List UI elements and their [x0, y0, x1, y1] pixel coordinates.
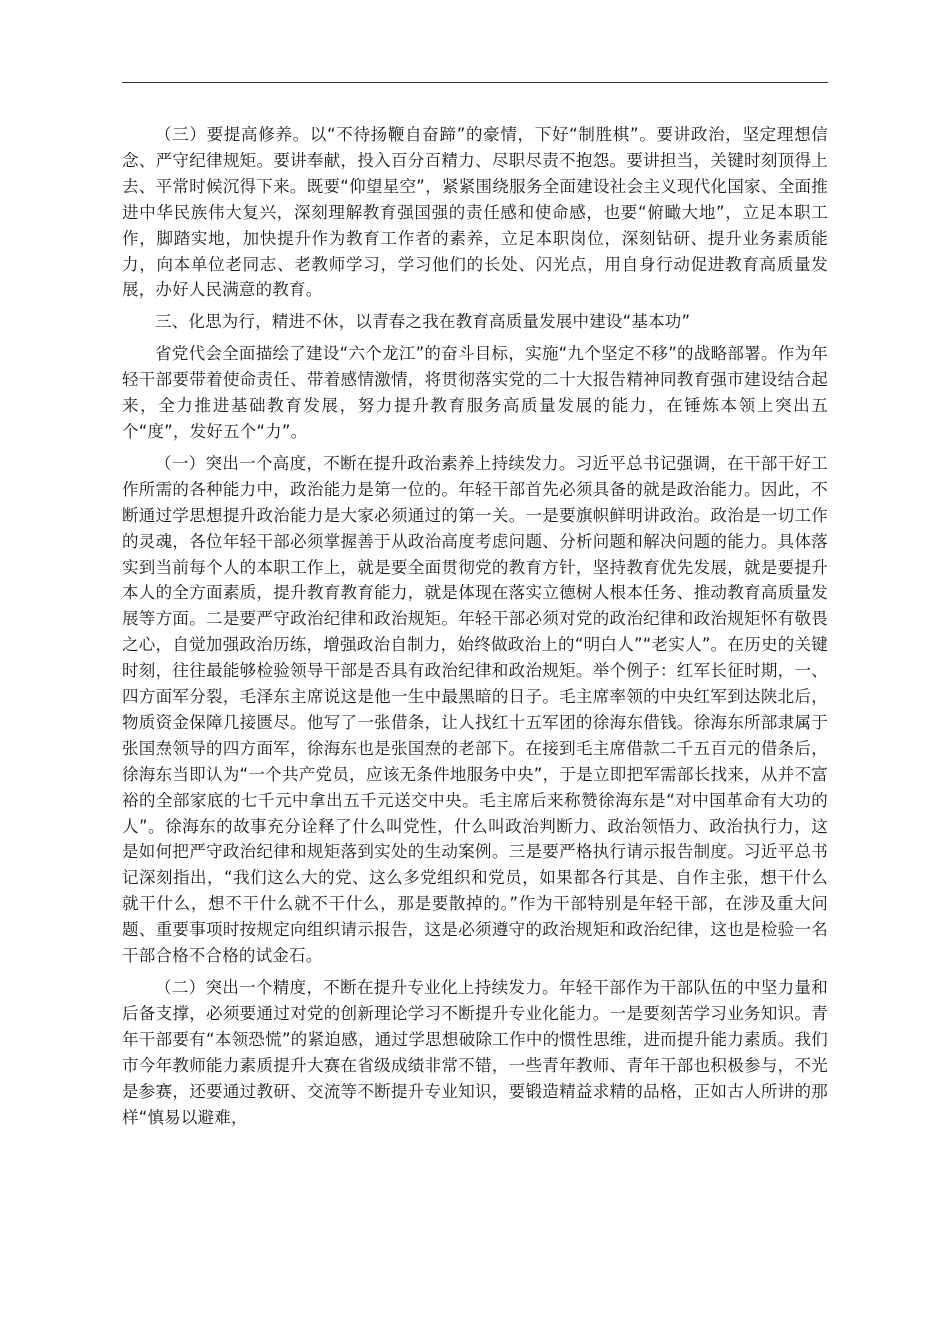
paragraph-political-height: （一）突出一个高度，不断在提升政治素养上持续发力。习近平总书记强调，在干部干好工作所需的各种能力中，政治能力是第一位的。年轻干部首先必须具备的就是政治能力。因此，不断通过学思想提升政治能力是大家必须通过的第一关。一是要旗帜鲜明讲政治。政治是一切工作的灵魂，各位年轻干部必须掌握善于从政治高度考虑问题、分析问题和解决问题的能力。具体落实到当前每个人的本职工作上，就是要全面贯彻党的教育方针，坚持教育优先发展，就是要提升本人的全方面素质，提升教育教育能力，就是体现在落实立德树人根本任务、推动教育高质量发展等方面。二是要严守政治纪律和政治规矩。年轻干部必须对党的政治纪律和政治规矩怀有敬畏之心，自觉加强政治历练，增强政治自制力，始终做政治上的“明白人”“老实人”。在历史的关键时刻，往往最能够检验领导干部是否具有政治纪律和政治规矩。举个例子：红军长征时期，一、四方面军分裂，毛泽东主席说这是他一生中最黑暗的日子。毛主席率领的中央红军到达陕北后，物质资金保障几接匮尽。他写了一张借条，让人找红十五军团的徐海东借钱。徐海东所部隶属于张国焘领导的四方面军，徐海东也是张国焘的老部下。在接到毛主席借款二千五百元的借条后，徐海东当即认为“一个共产党员，应该无条件地服务中央”，于是立即把军需部长找来，从并不富裕的全部家底的七千元中拿出五千元送交中央。毛主席后来称赞徐海东是“对中国革命有大功的人”。徐海东的故事充分诠释了什么叫党性，什么叫政治判断力、政治领悟力、政治执行力，这是如何把严守政治纪律和规矩落到实处的生动案例。三是要严格执行请示报告制度。习近平总书记深刻指出，“我们这么大的党、这么多党组织和党员，如果都各行其是、自作主张，想干什么就干什么，想不干什么就不干什么，那是要散掉的。”作为干部特别是年轻干部，在涉及重大问题、重要事项时按规定向组织请示报告，这是必须遵守的政治规矩和政治纪律，这也是检验一名干部合格不合格的试金石。	[122, 453, 828, 966]
header-rule	[122, 82, 828, 83]
paragraph-provincial-congress: 省党代会全面描绘了建设“六个龙江”的奋斗目标，实施“九个坚定不移”的战略部署。作为年轻干部要带着使命责任、带着感情激情，将贯彻落实党的二十大报告精神同教育强市建设结合起来，全力推进基础教育发展，努力提升教育服务高质量发展的能力，在锤炼本领上突出五个“度”，发好五个“力”。	[122, 344, 828, 441]
paragraph-improve-cultivation: （三）要提高修养。以“不待扬鞭自奋蹄”的豪情，下好“制胜棋”。要讲政治，坚定理想信念、严守纪律规矩。要讲奉献，投入百分百精力、尽职尽责不抱怨。要讲担当，关键时刻顶得上去、平常时候沉得下来。既要“仰望星空”，紧紧围绕服务全面建设社会主义现代化国家、全面推进中华民族伟大复兴，深刻理解教育强国强的责任感和使命感，也要“俯瞰大地”，立足本职工作，脚踏实地，加快提升作为教育工作者的素养，立足本职岗位，深刻钻研、提升业务素质能力，向本单位老同志、老教师学习，学习他们的长处、闪光点，用自身行动促进教育高质量发展，办好人民满意的教育。	[122, 125, 828, 300]
section-heading-three: 三、化思为行，精进不休，以青春之我在教育高质量发展中建设“基本功”	[155, 312, 691, 332]
document-body	[122, 122, 828, 1136]
paragraph-professional-precision: （二）突出一个精度，不断在提升专业化上持续发力。年轻干部作为干部队伍的中坚力量和后备支撑，必须要通过对党的创新理论学习不断提升专业化能力。一是要刻苦学习业务知识。青年干部要有“本领恐慌”的紧迫感，通过学思想破除工作中的惯性思维，进而提升能力素质。我们市今年教师能力素质提升大赛在省级成绩非常不错，一些青年教师、青年干部也积极参与，不光是参赛，还要通过教研、交流等不断提升专业知识，要锻造精益求精的品格，正如古人所讲的那样“慎易以避难，	[122, 978, 828, 1127]
